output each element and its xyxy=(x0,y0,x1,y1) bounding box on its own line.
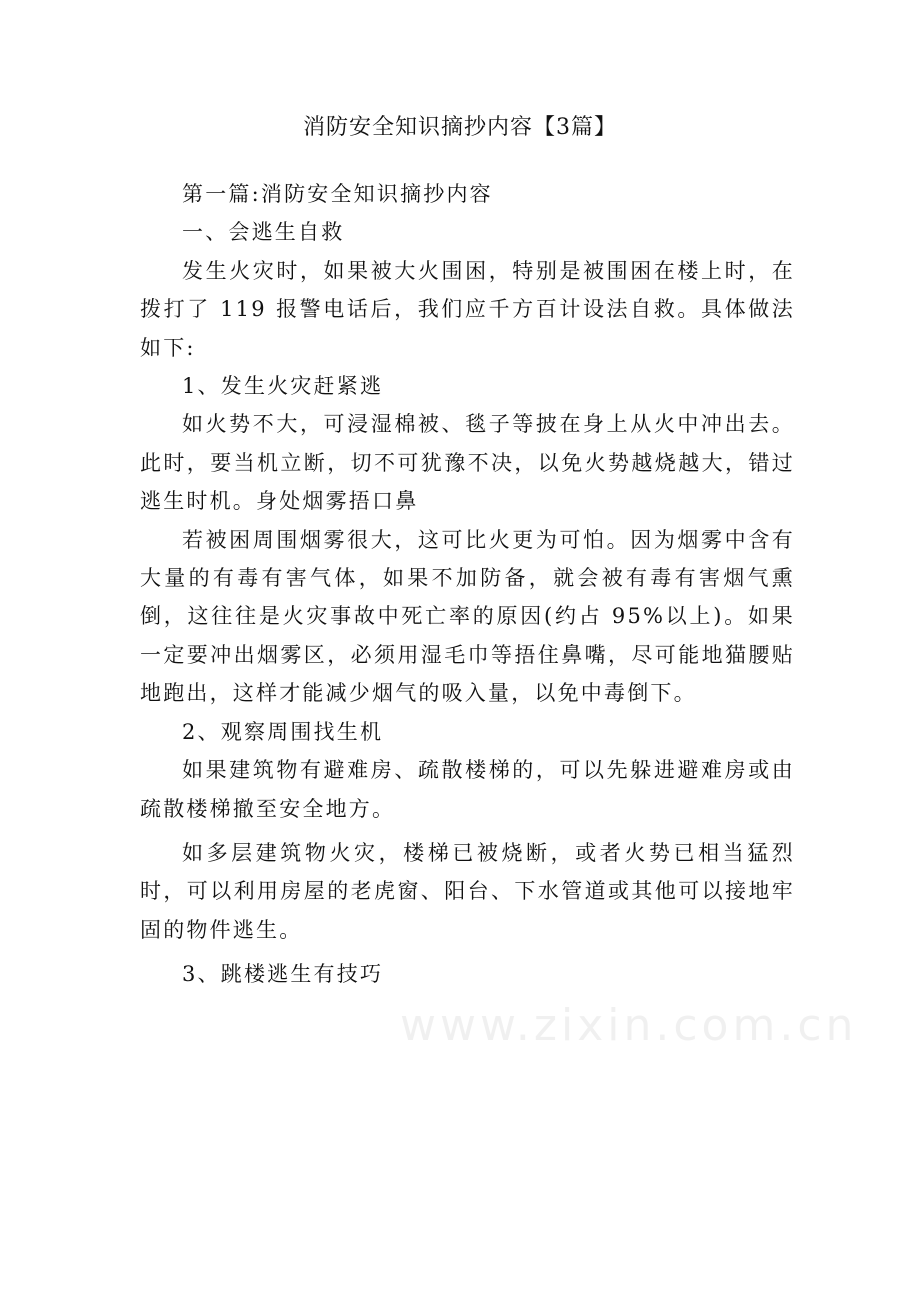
watermark-text: www.zixin.com.cn xyxy=(400,1000,858,1051)
document-title: 消防安全知识摘抄内容【3篇】 xyxy=(303,115,617,140)
section-heading-1: 第一篇:消防安全知识摘抄内容 xyxy=(182,182,493,206)
paragraph-intro: 发生火灾时，如果被大火围困，特别是被围困在楼上时，在拨打了 119 报警电话后，我们应千方百计设法自救。具体做法如下: xyxy=(140,258,795,360)
paragraph-multistory: 如多层建筑物火灾，楼梯已被烧断，或者火势已相当猛烈时，可以利用房屋的老虎窗、阳台、下水管道或其他可以接地牢固的物件逃生。 xyxy=(140,840,795,942)
subheading-step-3: 3、跳楼逃生有技巧 xyxy=(182,962,384,987)
subheading-step-2: 2、观察周围找生机 xyxy=(182,719,384,744)
subheading-escape-self-rescue: 一、会逃生自救 xyxy=(182,220,345,245)
paragraph-refuge: 如果建筑物有避难房、疏散楼梯的，可以先躲进避难房或由疏散楼梯撤至安全地方。 xyxy=(140,758,795,821)
paragraph-smoke: 若被困周围烟雾很大，这可比火更为可怕。因为烟雾中含有大量的有毒有害气体，如果不加防备，就会被有毒有害烟气熏倒，这往往是火灾事故中死亡率的原因(约占 95%以上)。如果一定要冲出烟雾区，必须用湿毛巾等捂住鼻嘴，尽可能地猫腰贴地跑出，这样才能减少烟气的吸入量，以免中毒倒下。 xyxy=(140,527,795,706)
subheading-step-1: 1、发生火灾赶紧逃 xyxy=(182,374,384,399)
document-body xyxy=(140,175,795,994)
paragraph-step-1: 如火势不大，可浸湿棉被、毯子等披在身上从火中冲出去。此时，要当机立断，切不可犹豫不决，以免火势越烧越大，错过逃生时机。身处烟雾捂口鼻 xyxy=(140,412,795,514)
